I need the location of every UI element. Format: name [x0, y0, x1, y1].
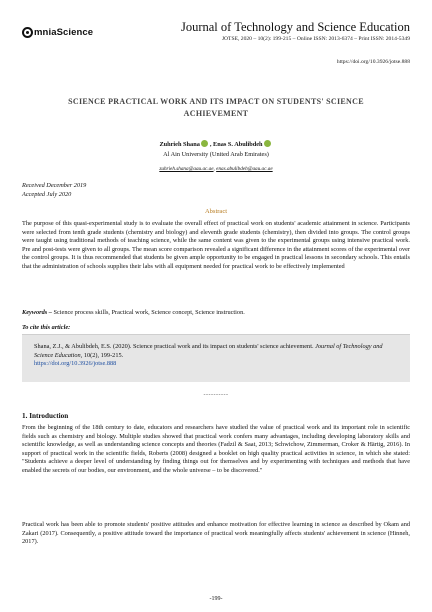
introduction-paragraph-1: From the beginning of the 18th century to date, educators and researchers have studied the value of practical work and its important role in scientific fields such as chemistry and biology. Multiple studies showed that practical work confers many advantages, including developing laboratory skills and scientific knowledge, as well as understanding science concepts and theories (Fadzil & Saat, 2013; Schwichow, Zimmerman, Croker & Härtig, 2016). In support of practical work in the scientific fields, Roberts (2008) designed a booklet on high quality practical activities in science, in which she stated: "Students achieve a deeper level of understanding by finding things out for themselves and by experimenting with techniques and methods that have enabled the secrets of our bodies, our environment, and the whole universe – to be discovered.": [22, 424, 410, 474]
citation-doi-link[interactable]: https://doi.org/10.3926/jotse.888: [34, 360, 117, 368]
keywords: [22, 309, 410, 316]
author-2: Enas S. Abulibdeh: [213, 141, 263, 148]
citation-volume: 10(2), 199-215.: [82, 351, 124, 359]
introduction-paragraph-2: Practical work has been able to promote students' positive attitudes and enhance motivation for effective learning in science as described by Okam and Zakari (2017). Consequently, a positive attitude toward the importance of practical work meaningfully affects students' achievement in science (Hinneh, 2017).: [22, 521, 410, 546]
keywords-label: Keywords –: [22, 309, 52, 316]
publisher-logo: [22, 27, 93, 38]
paper-title: SCIENCE PRACTICAL WORK AND ITS IMPACT ON STUDENTS' SCIENCE ACHIEVEMENT: [68, 97, 364, 118]
affiliation: Al Ain University (United Arab Emirates): [163, 151, 269, 158]
received-date: Received December 2019: [22, 182, 87, 189]
orcid-icon[interactable]: [201, 140, 208, 147]
accepted-date: Accepted July 2020: [22, 191, 72, 198]
publisher-name: mniaScience: [34, 27, 94, 38]
cite-heading: To cite this article:: [22, 324, 71, 331]
omnia-logo-icon: [22, 27, 33, 38]
authors: [0, 140, 432, 148]
journal-title: Journal of Technology and Science Education: [180, 20, 410, 34]
author-separator: ,: [209, 141, 214, 148]
abstract-heading: Abstract: [204, 208, 228, 215]
author-1: Zuhrieh Shana: [159, 141, 200, 148]
page-number: -199-: [209, 596, 223, 602]
orcid-icon[interactable]: [264, 140, 271, 147]
email-link-2[interactable]: enas.abulibdeh@aau.ac.ae: [216, 166, 273, 172]
citation-text: [34, 343, 394, 369]
section-heading-introduction: 1. Introduction: [22, 412, 69, 420]
journal-doi: https://doi.org/10.3926/jotse.888: [336, 59, 410, 65]
email-link-1[interactable]: zuhrieh.shana@aau.ac.ae: [159, 166, 214, 172]
keywords-text: Science process skills, Practical work, Science concept, Science instruction.: [51, 309, 245, 316]
citation-box: [22, 334, 410, 382]
journal-meta: JOTSE, 2020 – 10(2): 199-215 – Online ISSN: 2013-6374 – Print ISSN: 2014-5349: [221, 36, 410, 42]
section-divider: ----------: [203, 392, 229, 398]
email-separator: ,: [213, 166, 217, 172]
citation-journal: Journal of Technology and Science Education,: [34, 343, 383, 359]
citation-body: Shana, Z.J., & Abulibdeh, E.S. (2020). Science practical work and its impact on students' science achievement.: [34, 343, 316, 350]
abstract-text: The purpose of this quasi-experimental study is to evaluate the overall effect of practical work on students' academic attainment in science. Participants were selected from tenth grade students (chemistry and biology) and eleventh grade students (chemistry), then divided into groups. The control groups were taught using traditional methods of teaching science, while the same content was given to the experimental groups using intensive practical work. Pre and post-tests were given to all groups. The mean score comparison revealed a significant difference in the attainment scores of the experimental over the control groups. It is thus recommended that students be given ample opportunity to be engaged in practical lessons in secondary schools. This entails that the administration of schools supplies their labs with all equipment needed for practical work to be effectively implemented: [22, 220, 410, 270]
author-emails: [0, 166, 432, 172]
